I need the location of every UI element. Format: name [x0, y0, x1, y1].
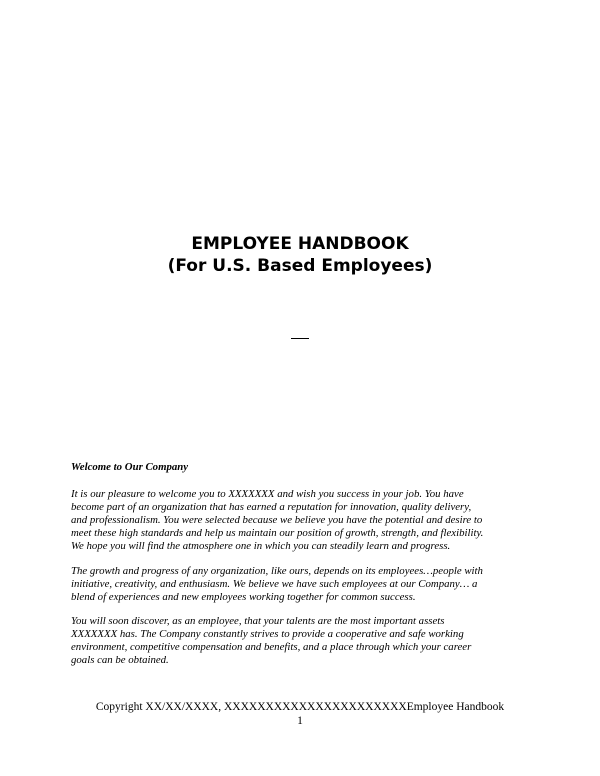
paragraph-welcome — [71, 488, 531, 553]
text-line: We hope you will find the atmosphere one in which you can steadily learn and progress. — [71, 540, 451, 553]
text-line: environment, competitive compensation and benefits, and a place through which your career — [71, 641, 472, 654]
footer-copyright: Copyright XX/XX/XXXX, XXXXXXXXXXXXXXXXXXXXXXEmployee Handbook — [95, 701, 505, 713]
text-line: The growth and progress of any organization, like ours, depends on its employees…people with — [71, 564, 483, 577]
paragraph-talents — [71, 615, 531, 667]
text-line: XXXXXXX has. The Company constantly strives to provide a cooperative and safe working — [71, 627, 464, 640]
text-line: initiative, creativity, and enthusiasm. We believe we have such employees at our Company… a — [71, 577, 478, 590]
paragraph-growth — [71, 565, 531, 604]
document-subtitle: (For U.S. Based Employees) — [167, 256, 433, 276]
section-heading: Welcome to Our Company — [71, 461, 189, 473]
text-line: become part of an organization that has earned a reputation for innovation, quality delivery, — [71, 501, 472, 514]
title-block — [0, 233, 600, 277]
text-line: and professionalism. You were selected because we believe you have the potential and desire to — [71, 514, 483, 527]
text-line: blend of experiences and new employees working together for common success. — [71, 590, 416, 603]
text-line: meet these high standards and help us maintain our position of growth, strength, and flexibility. — [71, 527, 484, 540]
page-number: 1 — [297, 715, 303, 727]
document-title: EMPLOYEE HANDBOOK — [191, 234, 409, 254]
text-line: You will soon discover, as an employee, that your talents are the most important assets — [71, 614, 445, 627]
title-divider — [291, 338, 309, 339]
text-line: goals can be obtained. — [71, 654, 169, 667]
document-body — [71, 461, 531, 678]
text-line: It is our pleasure to welcome you to XXXXXXX and wish you success in your job. You have — [71, 488, 464, 501]
page-footer — [0, 700, 600, 728]
